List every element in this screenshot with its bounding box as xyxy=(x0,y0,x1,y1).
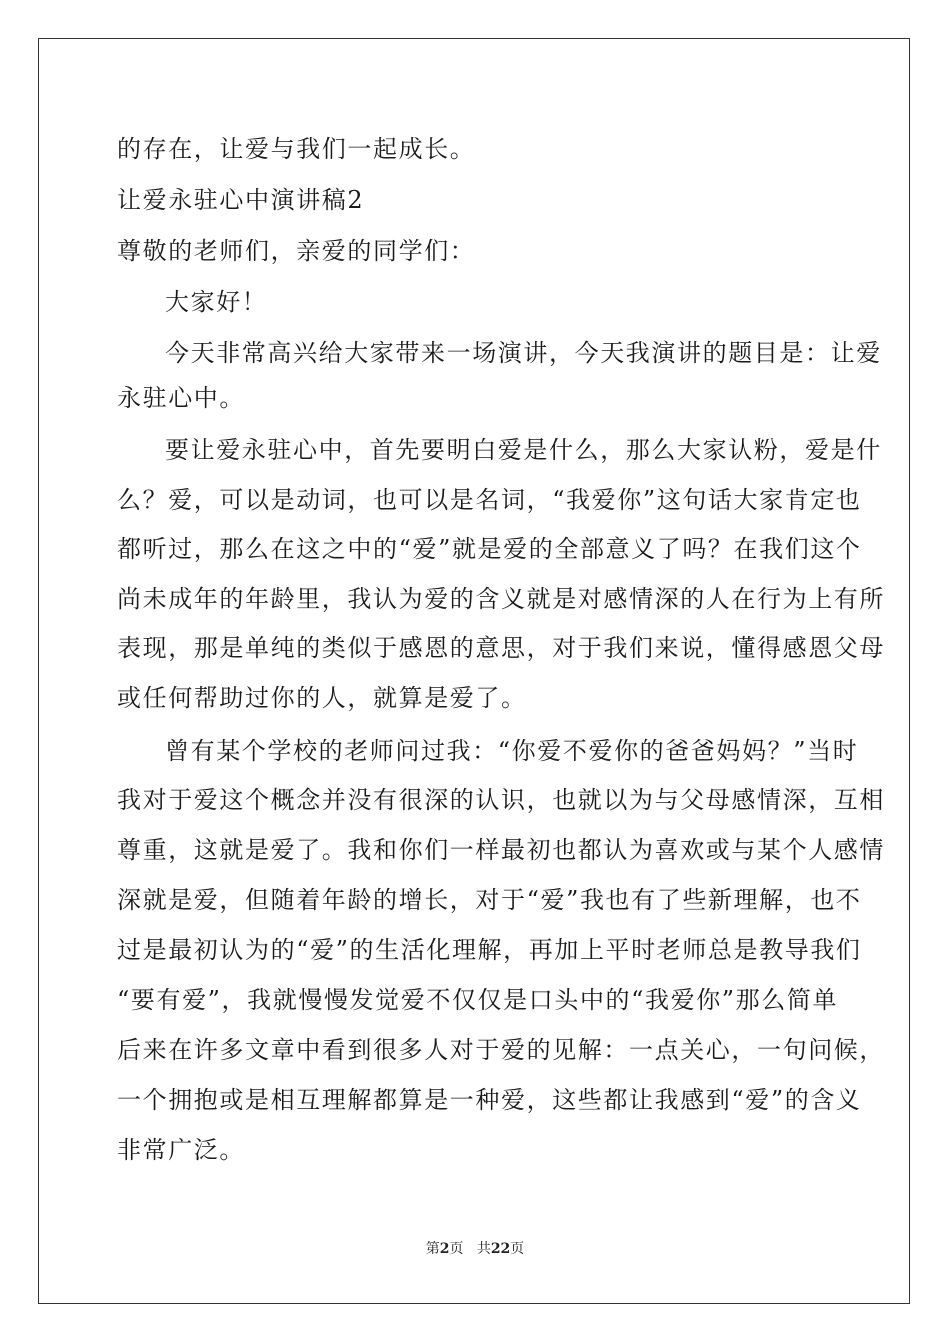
paragraph-line: 永驻心中。 xyxy=(117,384,245,412)
paragraph-line: 一个拥抱或是相互理解都算是一种爱，这些都让我感到“爱”的含义 xyxy=(117,1086,862,1114)
total-prefix: 共 xyxy=(476,1241,491,1257)
paragraph-line: 今天非常高兴给大家带来一场演讲，今天我演讲的题目是：让爱 xyxy=(165,339,882,367)
salutation: 尊敬的老师们，亲爱的同学们： xyxy=(117,237,476,265)
paragraph-line: 都听过，那么在这之中的“爱”就是爱的全部意义了吗？在我们这个 xyxy=(117,535,862,563)
paragraph-line: “要有爱”，我就慢慢发觉爱不仅仅是口头中的“我爱你”那么简单 xyxy=(117,986,839,1014)
paragraph-line: 或任何帮助过你的人，就算是爱了。 xyxy=(117,684,527,712)
paragraph-line: 后来在许多文章中看到很多人对于爱的见解：一点关心，一句问候， xyxy=(117,1036,885,1064)
page-prefix: 第 xyxy=(425,1241,440,1257)
paragraph-line: 要让爱永驻心中，首先要明白爱是什么，那么大家认粉，爱是什 xyxy=(165,436,882,464)
section-title: 让爱永驻心中演讲稿2 xyxy=(117,186,365,214)
page-footer xyxy=(0,1240,950,1258)
paragraph-line: 尊重，这就是爱了。我和你们一样最初也都认为喜欢或与某个人感情 xyxy=(117,836,885,864)
greeting: 大家好！ xyxy=(165,288,268,316)
paragraph-line: 尚未成年的年龄里，我认为爱的含义就是对感情深的人在行为上有所 xyxy=(117,585,885,613)
paragraph-line: 非常广泛。 xyxy=(117,1136,245,1164)
paragraph-line: 曾有某个学校的老师问过我：“你爱不爱你的爸爸妈妈？”当时 xyxy=(165,737,859,765)
paragraph-line: 的存在，让爱与我们一起成长。 xyxy=(117,135,476,163)
paragraph-line: 深就是爱，但随着年龄的增长，对于“爱”我也有了些新理解，也不 xyxy=(117,886,862,914)
total-suffix: 页 xyxy=(510,1241,525,1257)
paragraph-line: 么？爱，可以是动词，也可以是名词，“我爱你”这句话大家肯定也 xyxy=(117,486,862,514)
page-number: 2 xyxy=(439,1241,450,1257)
total-pages: 22 xyxy=(490,1241,511,1257)
paragraph-line: 表现，那是单纯的类似于感恩的意思，对于我们来说，懂得感恩父母 xyxy=(117,634,885,662)
paragraph-line: 我对于爱这个概念并没有很深的认识，也就以为与父母感情深，互相 xyxy=(117,786,885,814)
page-suffix: 页 xyxy=(449,1241,464,1257)
paragraph-line: 过是最初认为的“爱”的生活化理解，再加上平时老师总是教导我们 xyxy=(117,936,862,964)
